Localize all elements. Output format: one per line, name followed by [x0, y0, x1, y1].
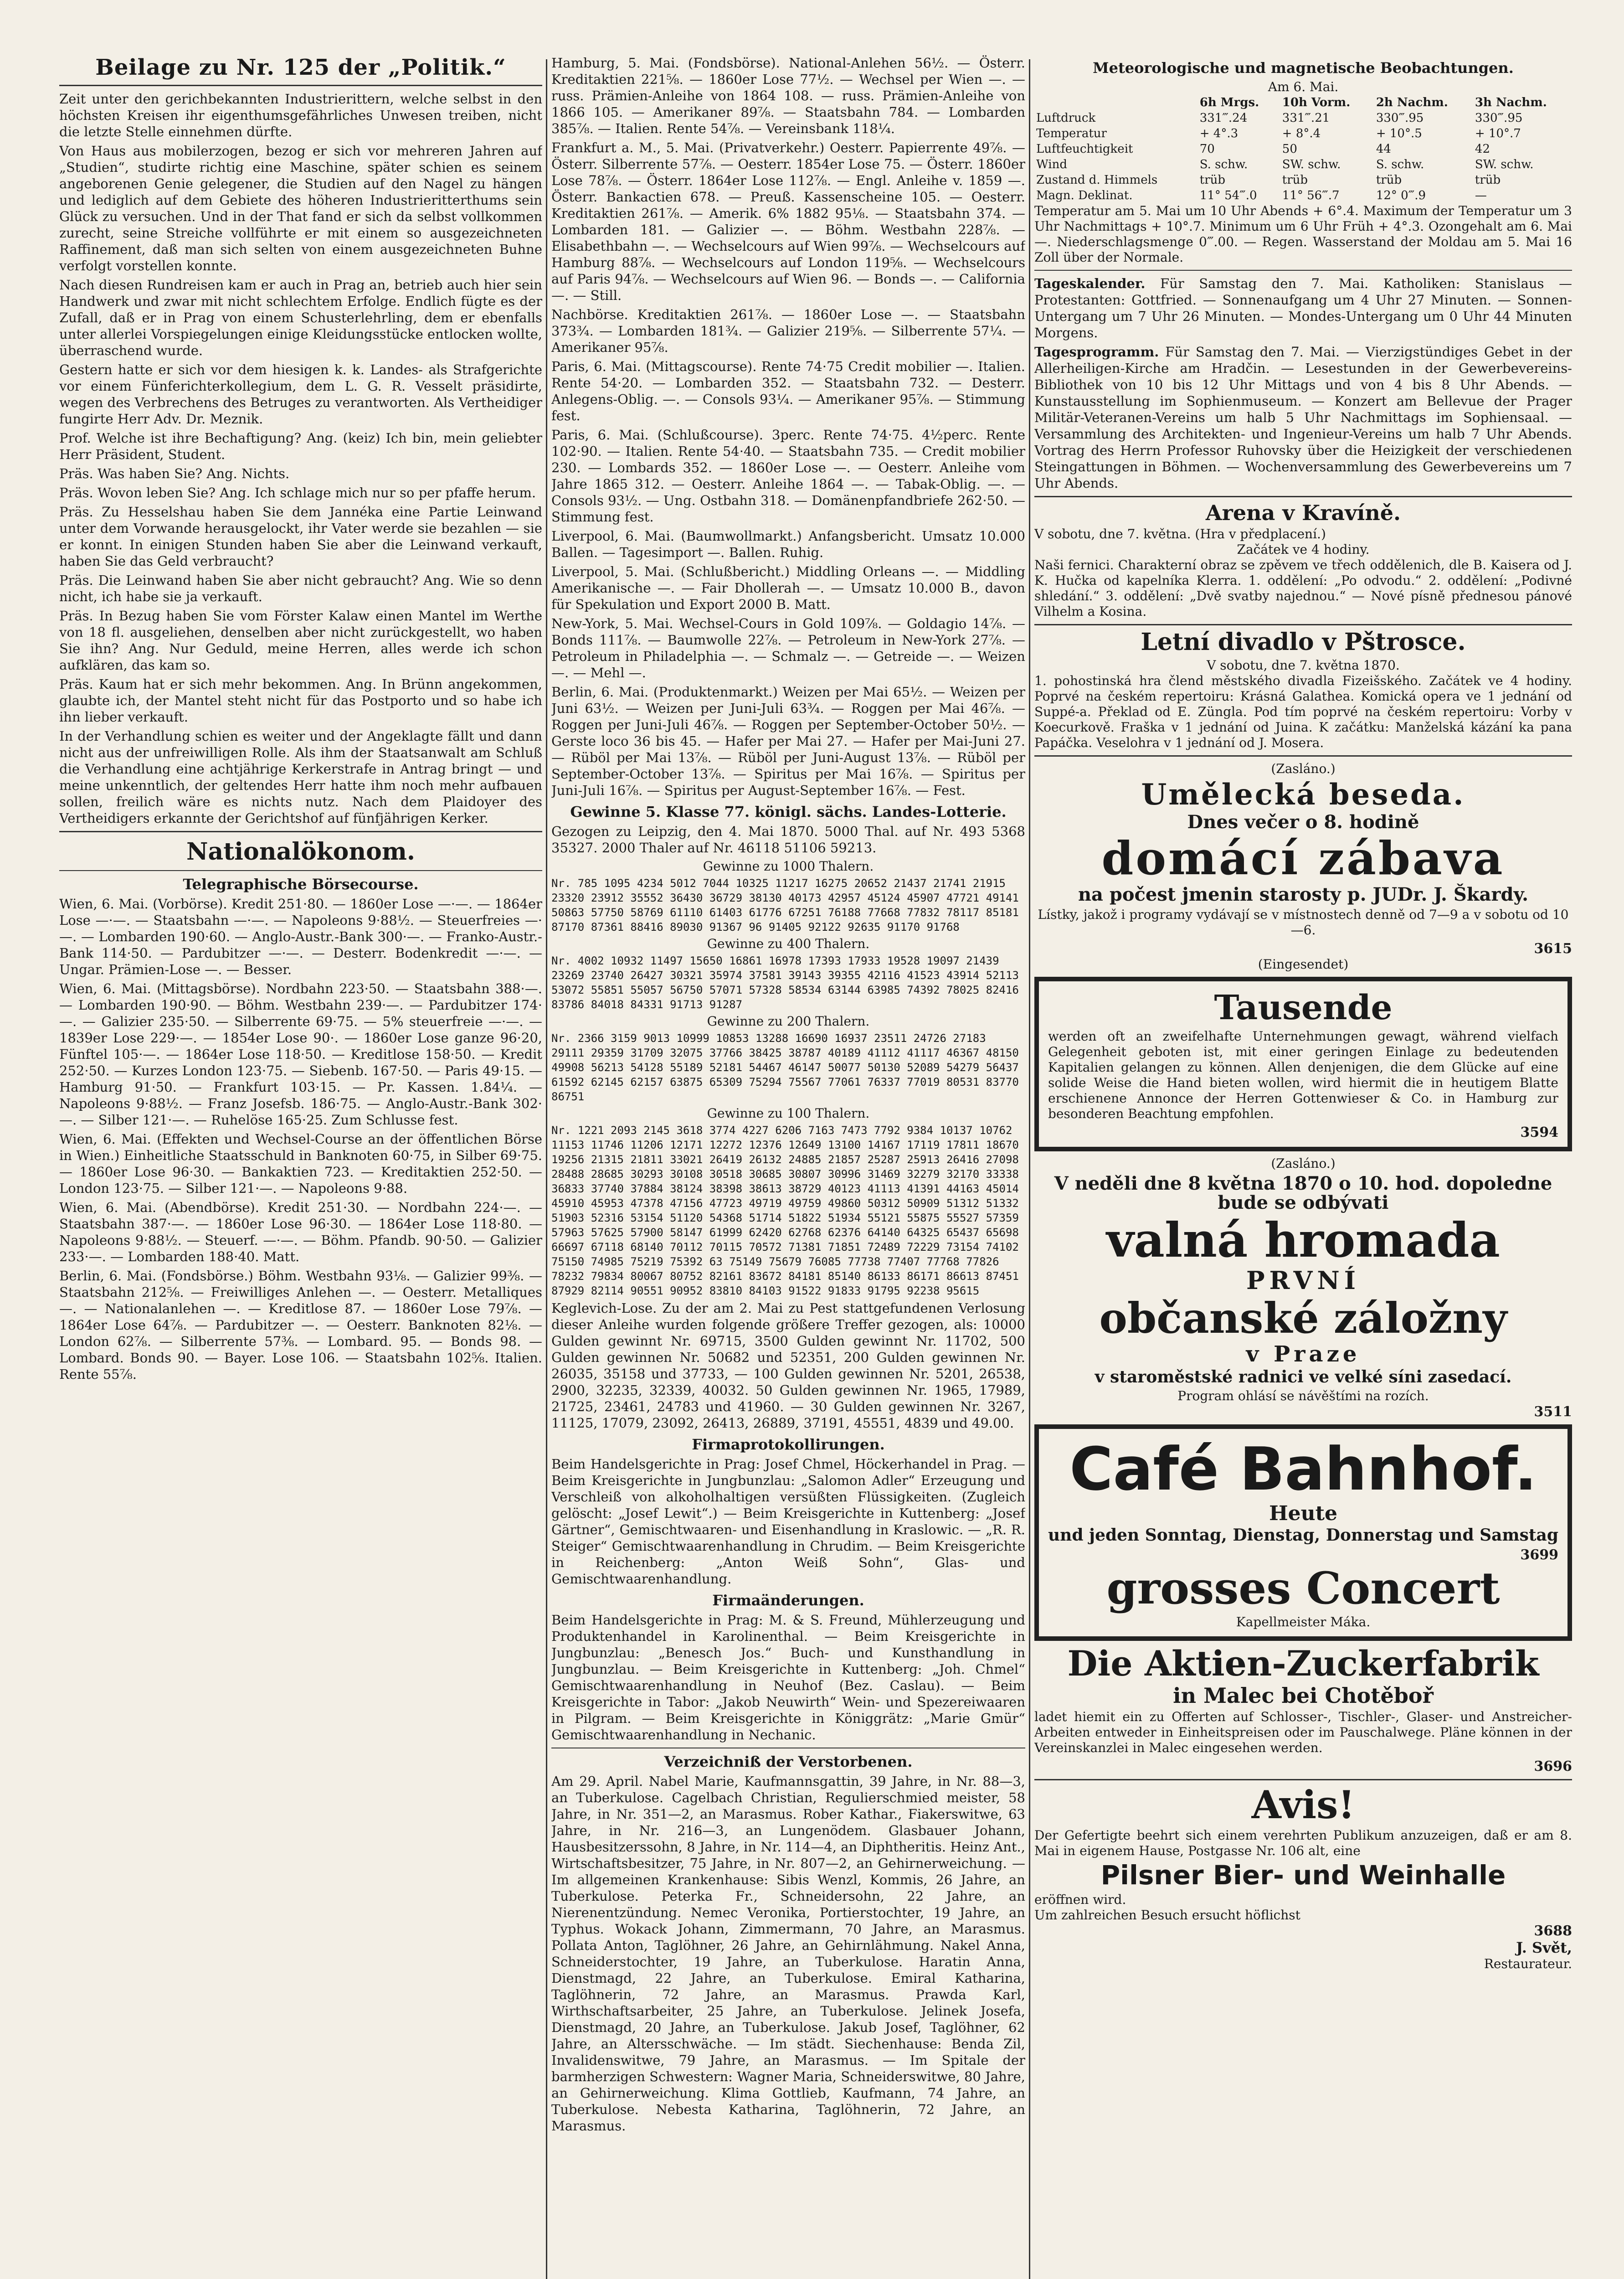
market-paragraph: Nachbörse. Kreditaktien 261⅞. — 1860er Lose —. — Staatsbahn 373¾. — Lombarden 181¾. — Galizier 219⅝. — Silberrente 57¼. — Amerikaner 95⅞.: [551, 307, 1025, 355]
keglevich-lose: Keglevich-Lose. Zu der am 2. Mai zu Pest stattgefundenen Verlosung dieser Anleihe wurden folgende größere Treffer gezogen, als: 10000 Gulden gewinnt Nr. 69715, 3500 Gulden gewinnt Nr. 11702, 500 Gulden gewinnen Nr. 50682 und 52351, 200 Gulden gewinnen Nr. 26035, 35158 und 37733, — 100 Gulden gewinnen Nr. 5201, 26538, 2900, 32235, 32339, 40032. 50 Gulden gewinnen Nr. 1965, 17989, 21725, 23461, 24783 und 41960. — 30 Gulden gewinnen Nr. 3267, 11125, 17079, 23092, 26413, 26889, 37191, 45551, 4839 und 49.00.: [551, 1300, 1025, 1431]
meteo-cell: + 10°.5: [1376, 127, 1422, 140]
meteo-cell: 11° 54‴.0: [1199, 189, 1257, 202]
market-paragraph: Wien, 6. Mai. (Mittagsbörse). Nordbahn 223·50. — Staatsbahn 388·—. — Lombarden 190·90. — Böhm. Westbahn 239·—. — Pardubitzer 174·—. — Galizier 235·50. — Silberrente 69·75. — 5% steuerfreie —·—. — 1839er Lose 229·—. — 1854er Lose 90·. — 1860er Lose ganze 96·20, Fünftel 105·—. — 1864er Lose 118·50. — Kreditlose 158·50. — Kredit 252·50. — Kurzes London 123·75. — Siebenb. 167·50. — Paris 49·15. — Hamburg 91·50. — Frankfurt 103·15. — Pr. Kassen. 1.84¼. — Napoleons 9·88½. — Franz Josefsb. 186·75. — Anglo-Austr.-Bank 302·—. — Silber 121·—. — Ruhelöse 165·25. Zum Schlusse fest.: [59, 981, 542, 1128]
court-paragraph: Präs. Zu Hesselshau haben Sie dem Jannéka eine Partie Leinwand unter dem Vorwande herausgelockt, ihr Vater werde sie bezahlen — sie er konnt. In einigen Stunden haben Sie aber die Leinwand verkauft, haben Sie das Geld verbraucht?: [59, 504, 542, 569]
avis-name: J. Svět,: [1516, 1939, 1572, 1956]
column-rule-1: [546, 59, 547, 2279]
meteo-row: [1034, 188, 1572, 203]
avis-visit: Um zahlreichen Besuch ersucht höflichst: [1034, 1907, 1300, 1923]
meteo-cell: + 10°.7: [1475, 127, 1521, 140]
meteo-cell: S. schw.: [1376, 158, 1424, 171]
court-paragraph: Nach diesen Rundreisen kam er auch in Prag an, betrieb auch hier sein Handwerk und zwar mit nicht schlechtem Erfolge. Endlich fügte es der Zufall, daß er in Prag von einem Schusterlehrling, dem er ebenfalls unter allerlei Vorspiegelungen einige Kleidungsstücke entlocken wollte, überraschend wurde.: [59, 277, 542, 358]
deaths-text: Am 29. April. Nabel Marie, Kaufmannsgattin, 39 Jahre, in Nr. 88—3, an Tuberkulose. Cagelbach Christian, Regulierschmied meister, 58 Jahre, in Nr. 351—2, an Marasmus. Rober Kathar., Fiakerswitwe, 63 Jahre, in Nr. 216—3, an Lungenödem. Glasbauer Johann, Hausbesitzerssohn, 8 Jahre, in Nr. 114—4, an Diphtheritis. Heinz Ant., Wirtschaftsbesitzer, 75 Jahre, in Nr. 807—2, an Gehirnerweichung. — Im allgemeinen Krankenhause: Sibis Wenzl, Kommis, 26 Jahre, an Tuberkulose. Peterka Fr., Schneidersohn, 22 Jahre, an Nierenentzündung. Nemec Veronika, Portierstochter, 19 Jahre, an Typhus. Wokack Johann, Zimmermann, 70 Jahre, an Marasmus. Pollata Anton, Taglöhner, 26 Jahre, an Gehirnlähmung. Nakel Anna, Schneiderstochter, 19 Jahre, an Tuberkulose. Haratin Anna, Dienstmagd, 22 Jahre, an Tuberkulose. Emiral Katharina, Taglöhnerin, 72 Jahre, an Marasmus. Prawda Karl, Wirthschaftsarbeiter, 25 Jahre, an Tuberkulose. Jelinek Josefa, Dienstmagd, 20 Jahre, an Tuberkulose. Jakub Josef, Taglöhner, 62 Jahre, an Altersschwäche. — Im städt. Siechenhause: Benda Zil, Invalidenswitwe, 79 Jahre, an Marasmus. — Im Spitale der barmherzigen Schwestern: Wagner Maria, Schneiderswitwe, 80 Jahre, an Gehirnerweichung. Klima Gottlieb, Kaufmann, 74 Jahre, an Tuberkulose. Nebesta Katharina, Taglöhnerin, 72 Jahre, an Marasmus.: [551, 1774, 1025, 2134]
column-3: [1034, 55, 1572, 2279]
firm-registration-title: Firmaprotokollirungen.: [692, 1436, 885, 1453]
lottery-numbers: Nr. 2366 3159 9013 10999 10853 13288 16690 16937 23511 24726 27183 29111 29359 31709 32075 37766 38425 38787 40189 41112 41117 46367 48150 49908 56213 54128 55189 52181 54467 46147 50077 50130 52089 54279 56437 61592 62145 62157 63875 65309 75294 75567 77061 76337 77019 80531 83770 86751: [551, 1032, 1025, 1103]
section-title-rule: [59, 870, 542, 871]
market-paragraph: Paris, 6. Mai. (Schlußcourse). 3perc. Rente 74·75. 4½perc. Rente 102·90. — Italien. Rente 54·40. — Staatsbahn 735. — Credit mobilier 230. — Lombards 352. — 1860er Lose —. — Oesterr. Anleihe vom Jahre 1865 312. — Oesterr. Anleihe 1864 —. — Tabak-Oblig. —. — Consols 93½. — Ung. Ostbahn 318. — Domänenpfandbriefe 262·50. — Stimmung fest.: [551, 427, 1025, 525]
section-rule: [59, 831, 542, 832]
firm-registration-text: Beim Handelsgerichte in Prag: Josef Chmel, Höckerhandel in Prag. — Beim Kreisgerichte in Jungbunzlau: „Salomon Adler“ Erzeugung und Verschleiß von alkoholhaltigen versüßten Flüssigkeiten. (Zugleich gelöscht: „Josef Lewit“.) — Beim Kreisgerichte in Kuttenberg: „Josef Gärtner“, Gemischtwaaren- und Eisenhandlung in Kraslowic. — „R. R. Steiger“ Gemischtwaarenhandlung in Chrudim. — Beim Kreisgerichte in Reichenberg: „Anton Weiß Sohn“, Glas- und Gemischtwaarenhandlung.: [551, 1456, 1025, 1587]
meteo-row: [1034, 141, 1572, 157]
meteo-cell: Zustand d. Himmels: [1036, 173, 1158, 187]
lottery-title: Gewinne 5. Klasse 77. königl. sächs. Landes-Lotterie.: [570, 803, 1007, 820]
lottery-numbers: Nr. 1221 2093 2145 3618 3774 4227 6206 7163 7473 7792 9384 10137 10762 11153 11746 11206 12171 12272 12376 12649 13100 14167 17119 17811 18670 19256 21315 21811 33021 26419 26132 24885 21857 25287 25913 26416 27098 28488 28685 30293 30108 30518 30685 30807 30996 31469 32279 32170 33338 36833 37740 37884 38124 38398 38613 38729 40123 41113 41391 44163 45014 45910 45953 47378 47156 47723 49719 49759 49860 50312 50909 51312 51332 51903 52316 53154 51120 54368 51714 51822 51934 55121 55875 55527 57359 57963 57625 57900 58147 61999 62420 62768 62376 64140 64325 65437 65698 66697 67118 68140 70112 70115 70572 71381 71851 72489 72229 73154 74102 75150 74985 75219 75392 63 75149 75679 76085 77738 77407 77768 77826 78232 79834 80067 80752 82161 83672 84181 85140 86133 86171 86613 87451 87929 82114 90551 90952 83810 84103 91522 91833 91795 92238 95615: [551, 1124, 1025, 1297]
meteo-header-cell: 3h Nachm.: [1475, 96, 1547, 109]
umelecka-ad: [1034, 761, 1572, 957]
letni-title: Letní divadlo v Pštrosce.: [1141, 628, 1466, 656]
aktien-ad: [1034, 1645, 1572, 1774]
meteo-cell: 12° 0‴.9: [1376, 189, 1426, 202]
cafe-num: 3699: [1520, 1547, 1558, 1563]
zalozny: občanské záložny: [1099, 1293, 1507, 1343]
court-paragraph: Prof. Welche ist ihre Bechaftigung? Ang. (keiz) Ich bin, mein geliebter Herr Präsident, Student.: [59, 430, 542, 462]
arena-ad: [1034, 502, 1572, 619]
meteo-body: [1034, 110, 1572, 203]
market-reports-1: [59, 896, 542, 1382]
meteo-title: Meteorologische und magnetische Beobachtungen.: [1093, 59, 1514, 77]
prvni: PRVNÍ: [1246, 1265, 1361, 1295]
meteo-cell: 50: [1282, 142, 1297, 156]
meteo-cell: Magn. Deklinat.: [1036, 189, 1133, 202]
zaslano-1: (Zasláno.): [1271, 761, 1336, 776]
supplement-header: Beilage zu Nr. 125 der „Politik.“: [95, 55, 506, 80]
lottery-intro: Gezogen zu Leipzig, den 4. Mai 1870. 5000 Thal. auf Nr. 493 5368 35327. 2000 Thaler auf Nr. 46118 51106 59213.: [551, 824, 1025, 856]
deaths-title: Verzeichniß der Verstorbenen.: [664, 1753, 913, 1770]
meteo-header-cell: 6h Mrgs.: [1199, 96, 1259, 109]
avis-open: eröffnen wird.: [1034, 1892, 1126, 1907]
eingesendet: (Eingesendet): [1258, 957, 1349, 972]
meteo-cell: 44: [1376, 142, 1391, 156]
market-paragraph: Paris, 6. Mai. (Mittagscourse). Rente 74·75 Credit mobilier —. Italien. Rente 54·20. — Lombarden 352. — Staatsbahn 732. — Desterr. Anlegens-Oblig. —. — Consols 93¼. — Amerikaner 95⅞. — Stimmung fest.: [551, 359, 1025, 423]
umelecka-rule: [1034, 755, 1572, 757]
market-paragraph: Wien, 6. Mai. (Abendbörse). Kredit 251·30. — Nordbahn 224·—. — Staatsbahn 387·—. — 1860er Lose 96·30. — 1864er Lose 118·80. — Napoleons 9·88½. — Steuerf. —·—. — Böhm. Pfandb. 90·50. — Galizier 233·—. — Lombarden 188·40. Matt.: [59, 1200, 542, 1264]
calendar-rule: [1034, 270, 1572, 271]
aktien-num: 3696: [1534, 1758, 1572, 1774]
arena-rule: [1034, 496, 1572, 497]
meteo-cell: 330‴.95: [1376, 111, 1424, 125]
market-paragraph: Berlin, 6. Mai. (Produktenmarkt.) Weizen per Mai 65½. — Weizen per Juni 63½. — Weizen per Juni-Juli 63¾. — Roggen per Mai 46⅞. — Roggen per Juni-Juli 46⅞. — Roggen per September-October 50½. — Gerste loco 36 bis 45. — Hafer per Mai 27. — Hafer per Mai-Juni 27. — Rüböl per Mai 13⅞. — Rüböl per Juni-August 13⅞. — Rüböl per September-October 13⅞. — Spiritus per Mai 16⅞. — Spiritus per Juni-Juli 16⅞. — Spiritus per August-September 16⅞. — Fest.: [551, 684, 1025, 798]
avis-num: 3688: [1534, 1923, 1572, 1939]
tausende-text: werden oft an zweifelhafte Unternehmungen gewagt, während vielfach Gelegenheit geboten ist, mit einer geringen Einlage zu bedeutenden Kapitalien gelangen zu können. Allen denjenigen, die dem Glücke auf eine solide Weise die Hand bieten wollen, wird hiermit die in heutigem Blatte erschienene Annonce der Herren Gottenwieser & Co. in Hamburg zur besonderen Beachtung empfohlen.: [1048, 1028, 1558, 1121]
meteo-cell: 331‴.21: [1282, 111, 1330, 125]
meteo-cell: trüb: [1475, 173, 1501, 187]
meteo-cell: Wind: [1036, 158, 1067, 171]
market-paragraph: Frankfurt a. M., 5. Mai. (Privatverkehr.) Oesterr. Papierrente 49⅞. — Österr. Silberrente 57⅞. — Oesterr. 1854er Lose 75. — Österr. 1860er Lose 78⅞. — Österr. 1864er Lose 112⅞. — Engl. Anleihe v. 1859 —. Österr. Bankactien 678. — Preuß. Kassenscheine 105. — Oesterr. Kreditaktien 261⅞. — Amerik. 6% 1882 95⅛. — Staatsbahn 374. — Lombarden 181. — Galizier —. — Böhm. Westbahn 228⅞. — Elisabethbahn —. — Wechselcours auf Wien 99⅞. — Wechselcours auf Hamburg 88⅞. — Wechselcours auf London 119⅝. — Wechselcours auf Paris 94⅞. — Wechselcours auf Wien 96. — Bonds —. — California —. — Still.: [551, 140, 1025, 303]
aktien-title: Die Aktien-Zuckerfabrik: [1067, 1643, 1539, 1684]
calendar-text: Für Samstag den 7. Mai. Katholiken: Stanislaus — Protestanten: Gottfried. — Sonnenaufgang um 4 Uhr 27 Minuten. — Sonnen-Untergang um 7 Uhr 26 Minuten. — Mondes-Untergang um 0 Uhr 44 Minuten Morgens.: [1034, 276, 1572, 340]
aktien-text: ladet hiemit ein zu Offerten auf Schlosser-, Tischler-, Glaser- und Anstreicher-Arbeiten entweder in Einheitspreisen oder im Pauschalwege. Pläne können in der Vereinskanzlei in Malec eingesehen werden.: [1034, 1709, 1572, 1755]
lottery-block-heading: Gewinne zu 100 Thalern.: [707, 1106, 870, 1121]
court-report: [59, 91, 542, 826]
court-paragraph: Präs. Kaum hat er sich mehr bekommen. Ang. In Brünn angekommen, glaubte ich, der Mantel steht nicht für das Postporto und so habe ich ihn lieber verkauft.: [59, 676, 542, 725]
lottery-block-heading: Gewinne zu 1000 Thalern.: [703, 859, 874, 874]
lottery-numbers: Nr. 4002 10932 11497 15650 16861 16978 17393 17933 19528 19097 21439 23269 23740 26427 30321 35974 37581 39143 39355 42116 41523 43914 52113 53072 55851 55057 56750 57071 57328 58534 63144 63985 74392 78025 82416 83786 84018 84331 91713 91287: [551, 954, 1025, 1011]
meteo-cell: 331‴.24: [1199, 111, 1248, 125]
column-1: [59, 55, 542, 2279]
cafe-kapell: Kapellmeister Máka.: [1236, 1614, 1371, 1629]
cafe-concert: grosses Concert: [1106, 1562, 1500, 1614]
domaci-sub: na počest jmenin starosty p. JUDr. J. Škardy.: [1078, 884, 1529, 906]
court-paragraph: Von Haus aus mobilerzogen, bezog er sich vor mehreren Jahren auf „Studien“, studirte richtig eine Maschine, später schien es seinem angeborenen Genie gelegener, die Studien auf den Nagel zu hängen und lediglich auf dem Gebiete des höheren Industrieritterthums sein Glück zu versuchen. Und in der That fand er sich da selbst vollkommen zurecht, seine Streiche vollführte er mit einem so ausgezeichneten Raffinement, daß man sich selten von einem ausgezeichneten Buhne verfolgt vorstellen konnte.: [59, 143, 542, 273]
meteo-row: [1034, 110, 1572, 126]
meteo-date: Am 6. Mai.: [1268, 79, 1339, 94]
lottery-block-heading: Gewinne zu 200 Thalern.: [707, 1014, 870, 1029]
court-paragraph: Zeit unter den gerichbekannten Industrierittern, welche selbst in den höchsten Kreisen ihr eigenthumsgefährliches Unwesen treiben, nicht die letzte Stelle einnehmen dürfte.: [59, 91, 542, 139]
avis-role: Restaurateur.: [1484, 1956, 1572, 1971]
arena-sub: V sobotu, dne 7. května. (Hra v předplacení.): [1034, 526, 1326, 542]
avis-rule: [1034, 1779, 1572, 1780]
arena-title: Arena v Kravíně.: [1205, 500, 1401, 525]
domaci-num: 3615: [1534, 941, 1572, 957]
meteo-cell: + 4°.3: [1199, 127, 1239, 140]
court-paragraph: Präs. Wovon leben Sie? Ang. Ich schlage mich nur so per pfaffe herum.: [59, 485, 536, 500]
market-paragraph: Liverpool, 6. Mai. (Baumwollmarkt.) Anfangsbericht. Umsatz 10.000 Ballen. — Tagesimport —. Ballen. Ruhig.: [551, 528, 1025, 560]
avis-ad: [1034, 1782, 1572, 1972]
meteo-cell: trüb: [1199, 173, 1226, 187]
domaci-zabava: domácí zábava: [1101, 831, 1505, 886]
zaslano-2: (Zasláno.): [1271, 1155, 1336, 1171]
hromada-ad: [1034, 1174, 1572, 1420]
hromada-title: valná hromada: [1106, 1212, 1500, 1268]
meteo-cell: —: [1475, 189, 1487, 202]
market-paragraph: Wien, 6. Mai. (Effekten und Wechsel-Course an der öffentlichen Börse in Wien.) Einheitliche Staatsschuld in Banknoten 60·75, in Silber 69·75. — 1860er Lose 96·30. — Bankaktien 723. — Kreditaktien 252·50. — London 123·75. — Silber 121·—. — Napoleons 9·88.: [59, 1131, 542, 1196]
meteo-cell: Temperatur: [1036, 127, 1107, 140]
meteo-notes: Temperatur am 5. Mai um 10 Uhr Abends + 6°.4. Maximum der Temperatur um 3 Uhr Nachmittags + 10°.7. Minimum um 6 Uhr Früh + 4°.3. Ozongehalt am 6. Mai —. Niederschlagsmenge 0‴.00. — Regen. Wasserstand der Moldau am 5. Mai 16 Zoll über der Normale.: [1034, 203, 1572, 265]
tausende-title: Tausende: [1214, 988, 1393, 1028]
meteo-cell: 330‴.95: [1475, 111, 1523, 125]
market-paragraph: New-York, 5. Mai. Wechsel-Cours in Gold 109⅞. — Goldagio 14⅞. — Bonds 111⅞. — Baumwolle 22⅞. — Petroleum in New-York 27⅞. — Petroleum in Philadelphia —. — Schmalz —. — Getreide —. — Weizen —. — Mehl —.: [551, 616, 1025, 681]
court-paragraph: Präs. Die Leinwand haben Sie aber nicht gebraucht? Ang. Wie so denn nicht, ich habe sie ja verkauft.: [59, 572, 542, 604]
meteo-header-cell: 2h Nachm.: [1376, 96, 1448, 109]
umelecka-title: Umělecká beseda.: [1141, 777, 1465, 812]
lottery-block-heading: Gewinne zu 400 Thalern.: [707, 936, 870, 951]
firm-change-text: Beim Handelsgerichte in Prag: M. & S. Freund, Mühlerzeugung und Produktenhandel in Karolinenthal. — Beim Kreisgerichte in Jungbunzlau: „Benesch Jos.“ Buch- und Kunsthandlung in Jungbunzlau. — Beim Kreisgerichte in Kuttenberg: „Joh. Chmel“ Gemischtwaarenhandlung in Neuhof (Bez. Caslau). — Beim Kreisgerichte in Tabor: „Jakob Neuwirth“ Wein- und Spezereiwaaren in Pilgram. — Beim Kreisgerichte in Königgrätz: „Marie Gmür“ Gemischtwaarenhandlung in Nechanic.: [551, 1612, 1025, 1743]
avis-title: Avis!: [1251, 1782, 1355, 1827]
lottery-results: [551, 859, 1025, 1298]
aktien-sub: in Malec bei Chotěboř: [1173, 1683, 1434, 1708]
cafe-heute: Heute: [1269, 1501, 1337, 1525]
column-2: [551, 55, 1025, 2279]
hromada-prog: Program ohlásí se návěštími na rozích.: [1177, 1388, 1429, 1404]
meteo-cell: + 8°.4: [1282, 127, 1321, 140]
calendar-title: Tageskalender.: [1034, 276, 1146, 291]
meteo-cell: SW. schw.: [1282, 158, 1341, 171]
market-paragraph: Hamburg, 5. Mai. (Fondsbörse). National-Anlehen 56½. — Österr. Kreditaktien 221⅝. — 1860er Lose 77½. — Wechsel per Wien —. — russ. Prämien-Anleihe von 1864 108. — russ. Prämien-Anleihe von 1866 105. — Amerikaner 89⅞. — Staatsbahn 784. — Lombarden 385⅞. — Italien. Rente 54⅞. — Vereinsbank 118¼.: [551, 55, 1025, 136]
avis-text: Der Gefertigte beehrt sich einem verehrten Publikum anzuzeigen, daß er am 8. Mai in eigenem Hause, Postgasse Nr. 106 alt, eine: [1034, 1827, 1572, 1858]
meteo-cell: 11° 56‴.7: [1282, 189, 1340, 202]
meteo-row: [1034, 126, 1572, 141]
court-paragraph: Präs. In Bezug haben Sie vom Förster Kalaw einen Mantel im Werthe von 18 fl. ausgeliehen, denselben aber nicht zurückgestellt, wo haben Sie ihn? Ang. Nur Geduld, meine Herren, alles werde ich schon aufklären, das kam so.: [59, 608, 542, 673]
market-paragraph: Berlin, 6. Mai. (Fondsbörse.) Böhm. Westbahn 93⅛. — Galizier 99⅜. — Staatsbahn 212⅝. — Freiwilliges Anlehen —. — Oesterr. Metalliques —. — Nationalanlehen —. — Kreditlose 87. — 1860er Lose 79⅞. — 1864er Lose 64⅞. — Pardubitzer —. — Oesterr. Banknoten 82⅛. — London 62⅞. — Silberrente 57⅜. — Lombard. 95. — Bonds 98. — Lombard. Bonds 90. — Bayer. Lose 106. — Staatsbahn 102⅝. Italien. Rente 55⅞.: [59, 1268, 542, 1382]
arena-text: Naši fernici. Charakterní obraz se zpěvem ve třech oddělenich, dle B. Kaisera od J. K. Hučka od kapelníka Klerra. 1. oddělení: „Po odvodu.“ 2. oddělení: „Podivné shledání.“ 3. oddělení: „Dvě svatby najednou.“ — Nové písně přednesou pánové Vilhelm a Kosina.: [1034, 557, 1572, 619]
court-paragraph: Gestern hatte er sich vor dem hiesigen k. k. Landes- als Strafgerichte vor einem Fünferichterkollegium, dem L. G. R. Vesselt präsidirte, wegen des Verbrechens des Betruges zu verantworten. Als Vertheidiger fungirte Herr Adv. Dr. Meznik.: [59, 362, 542, 427]
cafe-title: Café Bahnhof.: [1069, 1434, 1537, 1504]
hromada-place: v staroměstské radnici ve velké síni zasedací.: [1095, 1367, 1512, 1387]
letni-sub: V sobotu, dne 7. května 1870.: [1207, 657, 1400, 673]
market-reports-2: [551, 55, 1025, 799]
market-paragraph: Liverpool, 5. Mai. (Schlußbericht.) Middling Orleans —. — Middling Amerikanische —. — Fair Dhollerah —. — Umsatz 10.000 B., davon für Spekulation und Export 2000 B. Matt.: [551, 564, 1025, 612]
lottery-numbers: Nr. 785 1095 4234 5012 7044 10325 11217 16275 20652 21437 21741 21915 23320 23912 35552 36430 36729 38130 40173 42957 45124 45907 47721 49141 50863 57750 58769 61110 61403 61776 67251 76188 77668 77832 78117 85181 87170 87361 88416 89030 91367 96 91405 92122 92635 91170 91768: [551, 877, 1025, 933]
cafe-days: und jeden Sonntag, Dienstag, Donnerstag und Samstag: [1048, 1526, 1558, 1545]
column-rule-2: [1029, 59, 1030, 2279]
letni-text: 1. pohostinská hra člend městského divadla Fizeišského. Začátek ve 4 hodiny. Poprvé na českém repertoiru: Krásná Galathea. Komická opera ve 1 jednání od Suppé-a. Překlad od E. Züngla. Pod tím poprvé na českém repertoiru: Vorby v Koecurkově. Fraška v 1 jednání od Juina. K začátku: Manželská kázání ka pana Papáčka. Veselohra v 1 jednání od J. Mosera.: [1034, 673, 1572, 750]
hromada-intro: V neděli dne 8 května 1870 o 10. hod. dopoledne bude se odbývati: [1054, 1172, 1552, 1213]
meteo-cell: trüb: [1282, 173, 1308, 187]
market-paragraph: Wien, 6. Mai. (Vorbörse). Kredit 251·80. — 1860er Lose —·—. — 1864er Lose —·—. — Staatsbahn —·—. — Napoleons 9·88½. — Steuerfreies —·—. — Lombarden 190·60. — Anglo-Austr.-Bank 300·—. — Franko-Austr.-Bank 114·50. — Pardubitzer —·—. — Desterr. Bodenkredit —·—. — Ungar. Prämien-Lose —. — Besser.: [59, 896, 542, 977]
meteo-row: [1034, 172, 1572, 188]
firm-change-title: Firmaänderungen.: [712, 1592, 864, 1609]
court-paragraph: In der Verhandlung schien es weiter und der Angeklagte fällt und dann nicht aus der unfreiwilligen Rolle. Als ihm der Staatsanwalt am Schluß die Verhandlung eine achtjährige Kerkerstrafe in Antrag bringt — und meine unkenntlich, der geltendes Herr hatte ihm noch mehr aufbauen sollen, freilich wäre es nichts nutz. Nach dem Plaidoyer des Vertheidigers erkannte der Gerichtshof auf fünfjährigen Kerker.: [59, 728, 542, 826]
meteo-cell: SW. schw.: [1475, 158, 1534, 171]
section-title: Nationalökonom.: [186, 838, 415, 866]
meteo-cell: S. schw.: [1199, 158, 1248, 171]
hromada-num: 3511: [1534, 1404, 1572, 1420]
letni-rule: [1034, 624, 1572, 625]
cafe-ad: [1034, 1424, 1572, 1640]
meteo-cell: trüb: [1376, 173, 1402, 187]
meteo-cell: Luftfeuchtigkeit: [1036, 142, 1133, 156]
program-text: Für Samstag den 7. Mai. — Vierzigstündiges Gebet in der Allerheiligen-Kirche am Hradčin. — Lesestunden in der Gewerbevereins-Bibliothek von 10 bis 12 Uhr Mittags und von 4 bis 8 Uhr Abends. — Kunstausstellung im Sophienmuseum. — Konzert am Bellevue der Prager Militär-Veteranen-Vereins um halb 5 Uhr Nachmittags im Sophiensaal. — Versammlung des Architekten- und Ingenieur-Vereins um halb 7 Uhr Abends. Vortrag des Herrn Professor Ruhovsky über die Heizigkeit der verschiedenen Steingattungen in Böhmen. — Wochenversammlung des Gewerbevereins um 7 Uhr Abends.: [1034, 344, 1572, 491]
meteo-header-cell: [1034, 95, 1198, 110]
tausende-ad: [1034, 977, 1572, 1151]
meteo-header-row: [1034, 95, 1572, 110]
meteo-table: [1034, 95, 1572, 203]
arena-time: Začátek ve 4 hodiny.: [1237, 542, 1370, 557]
header-rule: [59, 85, 542, 86]
meteo-row: [1034, 157, 1572, 172]
meteo-cell: 42: [1475, 142, 1490, 156]
v-praze: v Praze: [1246, 1341, 1361, 1367]
meteo-header-cell: 10h Vorm.: [1282, 96, 1351, 109]
letni-ad: [1034, 630, 1572, 751]
pilsner: Pilsner Bier- und Weinhalle: [1100, 1859, 1506, 1891]
meteo-cell: 70: [1199, 142, 1215, 156]
court-paragraph: Präs. Was haben Sie? Ang. Nichts.: [59, 466, 290, 481]
domaci-tickets: Lístky, jakož i programy vydávají se v místnostech denně od 7—9 a v sobotu od 10—6.: [1038, 907, 1569, 938]
umelecka-sub: Dnes večer o 8. hodině: [1187, 811, 1419, 833]
telegraph-title: Telegraphische Börsecourse.: [183, 876, 419, 893]
tausende-num: 3594: [1520, 1124, 1558, 1140]
program-title: Tagesprogramm.: [1034, 344, 1159, 360]
meteo-cell: Luftdruck: [1036, 111, 1096, 125]
